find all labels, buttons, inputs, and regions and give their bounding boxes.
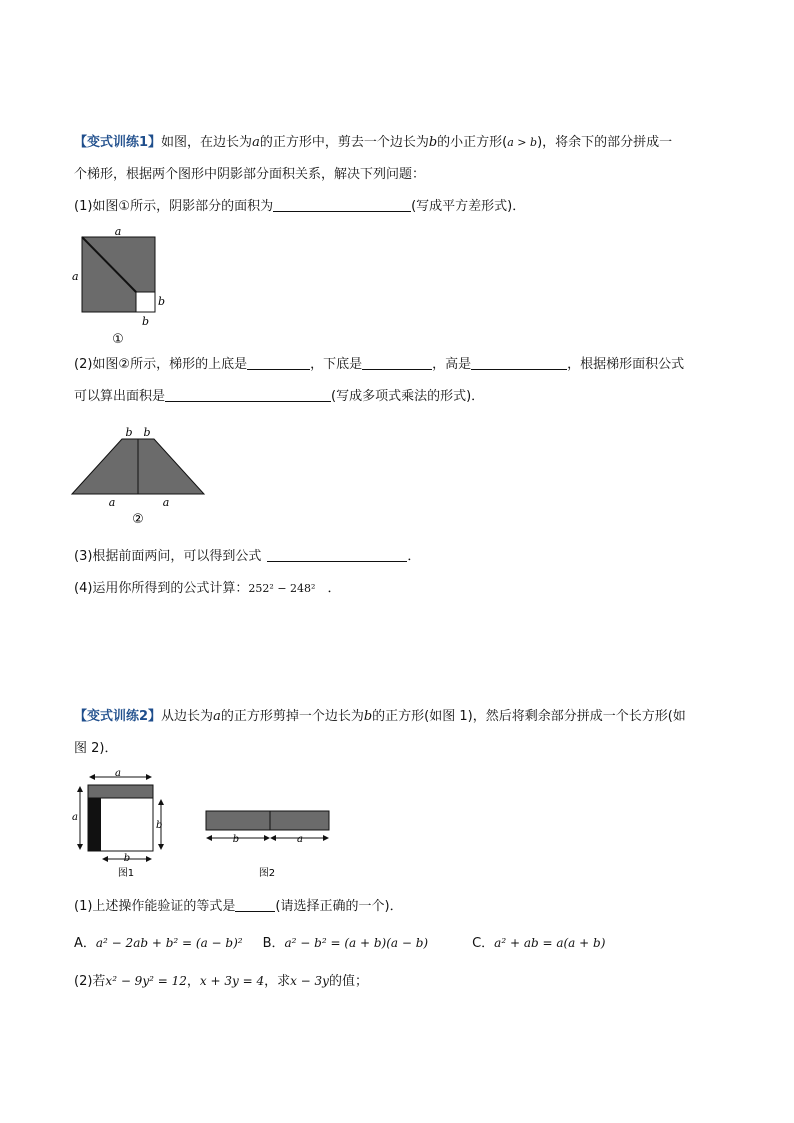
figure-caption: ② xyxy=(132,512,144,527)
label-b-bottom: b xyxy=(142,315,150,328)
option-c[interactable]: C．a² + ab = a(a + b) xyxy=(472,936,606,951)
shaded-top-strip xyxy=(88,785,153,798)
option-a[interactable]: A．a² − 2ab + b² = (a − b)² xyxy=(74,936,243,951)
figure-caption: ① xyxy=(112,332,124,347)
label-a-left: a xyxy=(72,812,78,823)
figure-caption: 图1 xyxy=(117,868,135,879)
ex1-figure-2 xyxy=(70,420,210,530)
q4-expression: 252² − 248² xyxy=(248,582,316,595)
ex2-intro-line2: 图 2)． xyxy=(74,741,118,756)
shaded-left-strip xyxy=(88,798,101,851)
ex2-intro-line1: 【变式训练2】从边长为a的正方形剪掉一个边长为b的正方形(如图 1)，然后将剩余部分拼成一个长方形(如 xyxy=(74,709,686,724)
answer-blank[interactable] xyxy=(267,547,407,562)
label-a-left: a xyxy=(108,496,116,509)
ex1-tag: 【变式训练1】 xyxy=(74,135,162,150)
ex1-q2-line2: 可以算出面积是 (写成多项式乘法的形式)． xyxy=(74,389,485,404)
ex1-q1: (1)如图①所示，阴影部分的面积为 (写成平方差形式)． xyxy=(74,199,526,214)
ex1-q3: (3)根据前面两问，可以得到公式 ． xyxy=(74,549,421,564)
ex1-intro-line2: 个梯形，根据两个图形中阴影部分面积关系，解决下列问题： xyxy=(74,167,426,182)
answer-blank[interactable] xyxy=(471,355,567,370)
label-a-left: a xyxy=(72,270,79,283)
ex2-figure-1 xyxy=(70,768,170,883)
answer-blank[interactable] xyxy=(235,897,275,912)
ex2-figure-2 xyxy=(200,805,340,885)
ex2-q1: (1)上述操作能验证的等式是 (请选择正确的一个)． xyxy=(74,899,403,914)
label-b-right: b xyxy=(158,295,166,308)
ex1-intro-line1: 【变式训练1】如图，在边长为a的正方形中，剪去一个边长为b的小正方形(a > b)，将余下的部分拼成一 xyxy=(74,135,673,150)
option-b[interactable]: B．a² − b² = (a + b)(a − b) xyxy=(262,936,429,951)
answer-blank[interactable] xyxy=(362,355,432,370)
ex2-q2: (2)若x² − 9y² = 12，x + 3y = 4，求x − 3y的值； xyxy=(74,974,368,989)
ex1-q2-line1: (2)如图②所示，梯形的上底是 ，下底是 ，高是 ，根据梯形面积公式 xyxy=(74,357,685,372)
figure-caption: 图2 xyxy=(258,868,276,879)
label-a-top: a xyxy=(114,225,122,238)
answer-blank[interactable] xyxy=(247,355,310,370)
label-b-left: b xyxy=(125,426,133,439)
label-b-bottom: b xyxy=(123,853,131,864)
small-square xyxy=(136,292,155,312)
ex2-options xyxy=(74,933,605,954)
ex1-q4: (4)运用你所得到的公式计算：252² − 248² ． xyxy=(74,581,341,596)
answer-blank[interactable] xyxy=(165,387,331,402)
answer-blank[interactable] xyxy=(273,197,411,212)
label-b-right: b xyxy=(156,820,163,831)
label-a-top: a xyxy=(115,768,121,779)
label-b: b xyxy=(232,834,240,845)
rectangle xyxy=(206,811,329,830)
label-b-right: b xyxy=(143,426,151,439)
ex2-tag: 【变式训练2】 xyxy=(74,709,162,724)
label-a: a xyxy=(297,834,303,845)
ex1-figure-1 xyxy=(70,225,170,345)
label-a-right: a xyxy=(162,496,170,509)
